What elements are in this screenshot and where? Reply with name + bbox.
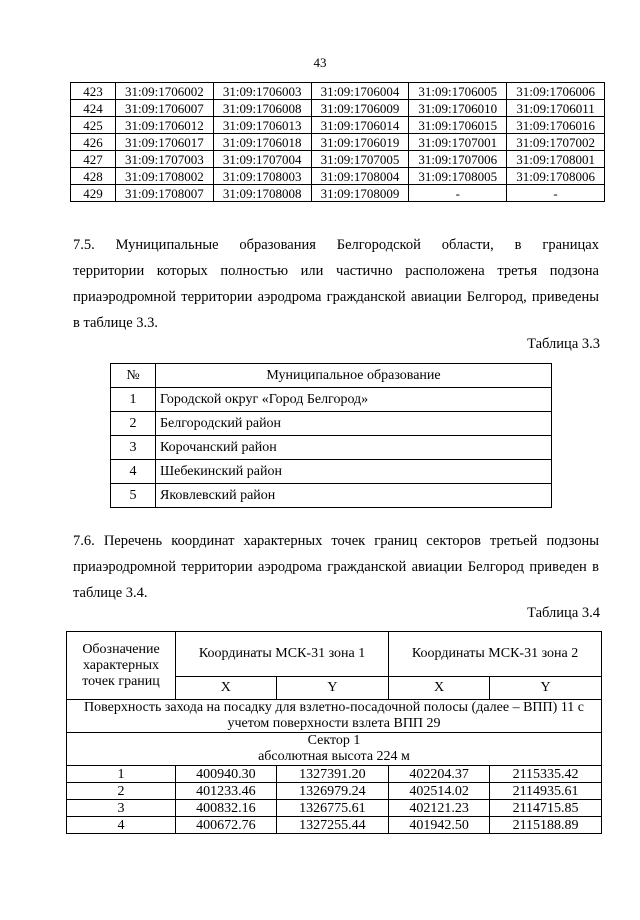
surface-title: Поверхность захода на посадку для взлетно-посадочной полосы (далее – ВПП) 11 с учетом поверхности взлета ВПП 29 — [67, 700, 602, 733]
cadastral-number: - — [409, 185, 507, 202]
row-number: 423 — [71, 83, 116, 100]
paragraph-7-6 — [73, 528, 599, 606]
row-number: 4 — [111, 460, 156, 484]
cadastral-number: 31:09:1708004 — [311, 168, 409, 185]
table-row — [111, 484, 552, 508]
zone1-y: 1327255.44 — [276, 817, 388, 834]
row-number: 3 — [111, 436, 156, 460]
cadastral-number: 31:09:1707003 — [116, 151, 214, 168]
row-number: 5 — [111, 484, 156, 508]
point-number: 3 — [67, 800, 176, 817]
header-zone-1: Координаты МСК-31 зона 1 — [176, 632, 389, 677]
cadastral-number: 31:09:1706011 — [507, 100, 605, 117]
surface-row — [67, 700, 602, 733]
cadastral-number: 31:09:1708005 — [409, 168, 507, 185]
cadastral-number: 31:09:1706008 — [213, 100, 311, 117]
zone2-x: 402121.23 — [389, 800, 490, 817]
zone2-x: 401942.50 — [389, 817, 490, 834]
municipality-name: Яковлевский район — [156, 484, 552, 508]
cadastral-number: 31:09:1707004 — [213, 151, 311, 168]
cadastral-number: 31:09:1706014 — [311, 117, 409, 134]
zone2-x: 402514.02 — [389, 783, 490, 800]
paragraph-line: приаэродромной территории аэродрома гражданской авиации Белгород, приведены — [73, 289, 599, 305]
header-zone-2: Координаты МСК-31 зона 2 — [389, 632, 602, 677]
cadastral-number: 31:09:1706012 — [116, 117, 214, 134]
table-row — [111, 388, 552, 412]
cadastral-number: 31:09:1706018 — [213, 134, 311, 151]
table-row — [67, 800, 602, 817]
cadastral-number: 31:09:1706005 — [409, 83, 507, 100]
municipality-name: Городской округ «Город Белгород» — [156, 388, 552, 412]
table-3-3-caption: Таблица 3.3 — [527, 336, 600, 352]
row-number: 428 — [71, 168, 116, 185]
paragraph-line: приаэродромной территории аэродрома гражданской авиации Белгород приведен в — [73, 559, 599, 575]
table-row — [71, 134, 605, 151]
paragraph-line: в таблице 3.3. — [73, 315, 159, 331]
row-number: 427 — [71, 151, 116, 168]
table-row — [67, 766, 602, 783]
zone1-x: 401233.46 — [176, 783, 277, 800]
table-row — [71, 100, 605, 117]
header-x: X — [389, 677, 490, 700]
zone2-y: 2115335.42 — [490, 766, 602, 783]
header-x: X — [176, 677, 277, 700]
point-number: 1 — [67, 766, 176, 783]
cadastral-number: 31:09:1706017 — [116, 134, 214, 151]
point-number: 4 — [67, 817, 176, 834]
cadastral-number: 31:09:1708009 — [311, 185, 409, 202]
zone1-y: 1326979.24 — [276, 783, 388, 800]
table-3-4-caption: Таблица 3.4 — [527, 605, 600, 621]
municipality-name: Корочанский район — [156, 436, 552, 460]
cadastral-table — [70, 82, 605, 202]
sector-title: Сектор 1 — [307, 733, 361, 748]
table-row — [67, 817, 602, 834]
cadastral-number: 31:09:1706010 — [409, 100, 507, 117]
row-number: 1 — [111, 388, 156, 412]
zone2-y: 2114935.61 — [490, 783, 602, 800]
cadastral-number: 31:09:1706013 — [213, 117, 311, 134]
page-number: 43 — [313, 55, 327, 70]
row-number: 429 — [71, 185, 116, 202]
paragraph-line: территории которых полностью или частично расположена третья подзона — [73, 263, 599, 279]
cadastral-number: 31:09:1708003 — [213, 168, 311, 185]
cadastral-number: 31:09:1707001 — [409, 134, 507, 151]
table-row — [111, 436, 552, 460]
sector-row — [67, 733, 602, 766]
zone2-y: 2114715.85 — [490, 800, 602, 817]
table-row — [71, 117, 605, 134]
cadastral-number: 31:09:1706002 — [116, 83, 214, 100]
zone1-x: 400940.30 — [176, 766, 277, 783]
cadastral-number: 31:09:1706016 — [507, 117, 605, 134]
municipalities-table — [110, 363, 552, 508]
table-header-row — [111, 364, 552, 388]
cadastral-number: 31:09:1708001 — [507, 151, 605, 168]
zone2-y: 2115188.89 — [490, 817, 602, 834]
header-y: Y — [276, 677, 388, 700]
row-number: 424 — [71, 100, 116, 117]
zone2-x: 402204.37 — [389, 766, 490, 783]
point-number: 2 — [67, 783, 176, 800]
header-y: Y — [490, 677, 602, 700]
municipality-name: Белгородский район — [156, 412, 552, 436]
cadastral-number: 31:09:1706003 — [213, 83, 311, 100]
row-number: 426 — [71, 134, 116, 151]
municipality-name: Шебекинский район — [156, 460, 552, 484]
cadastral-number: 31:09:1708002 — [116, 168, 214, 185]
cadastral-number: 31:09:1706015 — [409, 117, 507, 134]
zone1-y: 1327391.20 — [276, 766, 388, 783]
cadastral-number: 31:09:1706009 — [311, 100, 409, 117]
cadastral-number: 31:09:1706006 — [507, 83, 605, 100]
cadastral-number: 31:09:1707005 — [311, 151, 409, 168]
table-row — [71, 185, 605, 202]
cadastral-number: 31:09:1706007 — [116, 100, 214, 117]
cadastral-number: 31:09:1708008 — [213, 185, 311, 202]
cadastral-number: 31:09:1708006 — [507, 168, 605, 185]
cadastral-number: 31:09:1707002 — [507, 134, 605, 151]
table-row — [71, 151, 605, 168]
table-row — [67, 783, 602, 800]
header-municipality: Муниципальное образование — [156, 364, 552, 388]
table-row — [111, 460, 552, 484]
cadastral-number: 31:09:1706004 — [311, 83, 409, 100]
row-number: 2 — [111, 412, 156, 436]
sector-cell — [67, 733, 602, 766]
zone1-y: 1326775.61 — [276, 800, 388, 817]
table-row — [71, 83, 605, 100]
table-row — [111, 412, 552, 436]
cadastral-number: 31:09:1706019 — [311, 134, 409, 151]
coordinates-table — [66, 631, 602, 834]
zone1-x: 400672.76 — [176, 817, 277, 834]
sector-height: абсолютная высота 224 м — [258, 749, 410, 764]
header-point-label: Обозначение характерных точек границ — [67, 632, 176, 700]
cadastral-number: - — [507, 185, 605, 202]
paragraph-line: таблице 3.4. — [73, 585, 148, 601]
zone1-x: 400832.16 — [176, 800, 277, 817]
cadastral-number: 31:09:1707006 — [409, 151, 507, 168]
paragraph-line: 7.5. Муниципальные образования Белгородской области, в границах — [73, 237, 599, 253]
cadastral-number: 31:09:1708007 — [116, 185, 214, 202]
row-number: 425 — [71, 117, 116, 134]
paragraph-7-5 — [73, 232, 599, 336]
table-row — [71, 168, 605, 185]
table-header-row — [67, 632, 602, 677]
header-number: № — [111, 364, 156, 388]
paragraph-line: 7.6. Перечень координат характерных точек границ секторов третьей подзоны — [73, 533, 599, 549]
